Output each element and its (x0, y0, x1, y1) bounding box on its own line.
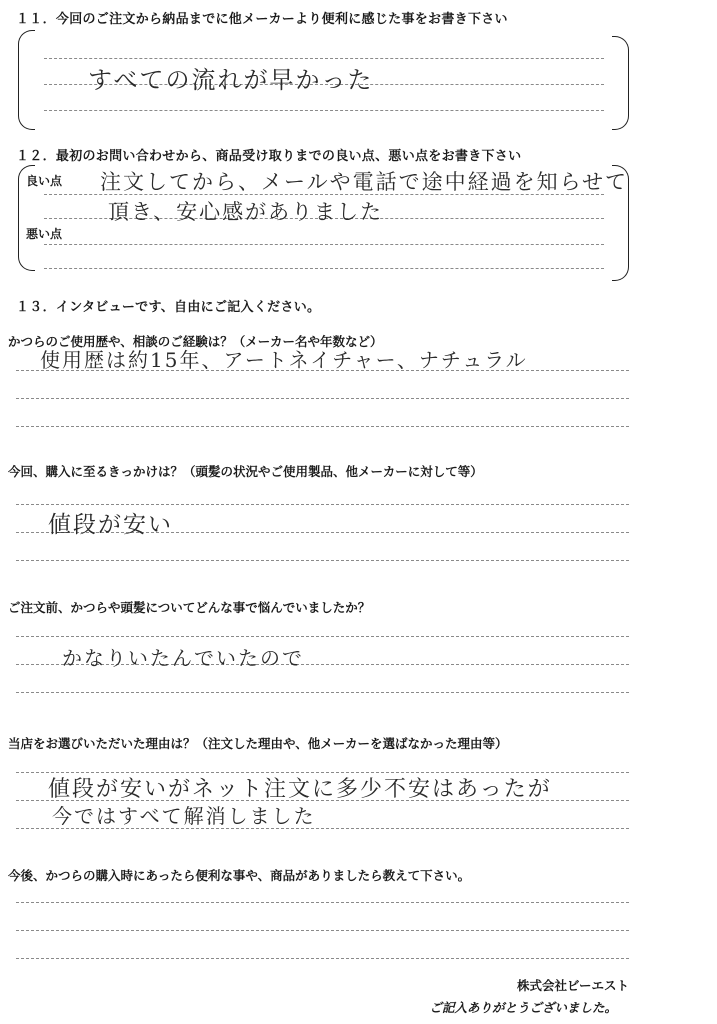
q13-item2-answer-1: 値段が安い (48, 512, 173, 538)
q13-item5-line-2 (16, 930, 629, 931)
q13-item3-answer-1: かなりいたんでいたので (62, 646, 304, 670)
q13-item5-line-1 (16, 902, 629, 903)
q13-item4-answer-1: 値段が安いがネット注文に多少不安はあったが (48, 777, 552, 802)
q11-answer: すべての流れが早かった (88, 66, 374, 94)
q13-item1-line-2 (16, 398, 629, 399)
q13-item2-line-3 (16, 560, 629, 561)
q13-item3-question: ご注文前、かつらや頭髪についてどんな事で悩んでいましたか？ (8, 600, 371, 615)
q13-item3-line-3 (16, 692, 629, 693)
q11-line-3 (44, 110, 604, 111)
thanks-message: ご記入ありがとうございました。 (429, 1000, 617, 1015)
q11-title: １１．今回のご注文から納品までに他メーカーより便利に感じた事をお書き下さい (16, 12, 508, 27)
company-name: 株式会社ビーエスト (516, 978, 629, 993)
q12-title: １２．最初のお問い合わせから、商品受け取りまでの良い点、悪い点をお書き下さい (16, 149, 522, 164)
q13-item1-question: かつらのご使用歴や、相談のご経験は？（メーカー名や年数など） (8, 334, 383, 349)
q12-bad-label: 悪い点 (26, 227, 63, 241)
q13-item1-line-3 (16, 426, 629, 427)
q13-item2-question: 今回、購入に至るきっかけは？（頭髪の状況やご使用製品、他メーカーに対して等） (8, 464, 483, 479)
q12-good-answer-2: 頂き、安心感がありました (108, 200, 384, 224)
q13-item4-question: 当店をお選びいただいた理由は？（注文した理由や、他メーカーを選ばなかった理由等） (8, 736, 508, 751)
q13-item3-line-1 (16, 636, 629, 637)
q13-item2-line-1 (16, 504, 629, 505)
q13-item5-line-3 (16, 958, 629, 959)
q12-good-answer-1: 注文してから、メールや電話で途中経過を知らせて (100, 170, 628, 194)
q11-bracket-right (612, 36, 629, 130)
q11-line-1 (44, 58, 604, 59)
q12-line-3 (44, 244, 604, 245)
q13-title: １３．インタビューです、自由にご記入ください。 (16, 300, 321, 315)
q13-item1-answer-1: 使用歴は約15年、アートネイチャー、ナチュラル (40, 348, 528, 372)
q12-line-4 (44, 268, 604, 269)
q12-good-label: 良い点 (26, 174, 63, 188)
q13-item4-answer-2: 今ではすべて解消しました (52, 804, 316, 828)
q13-item5-question: 今後、かつらの購入時にあったら便利な事や、商品がありましたら教えて下さい。 (8, 868, 471, 883)
q11-bracket-left (18, 30, 35, 130)
